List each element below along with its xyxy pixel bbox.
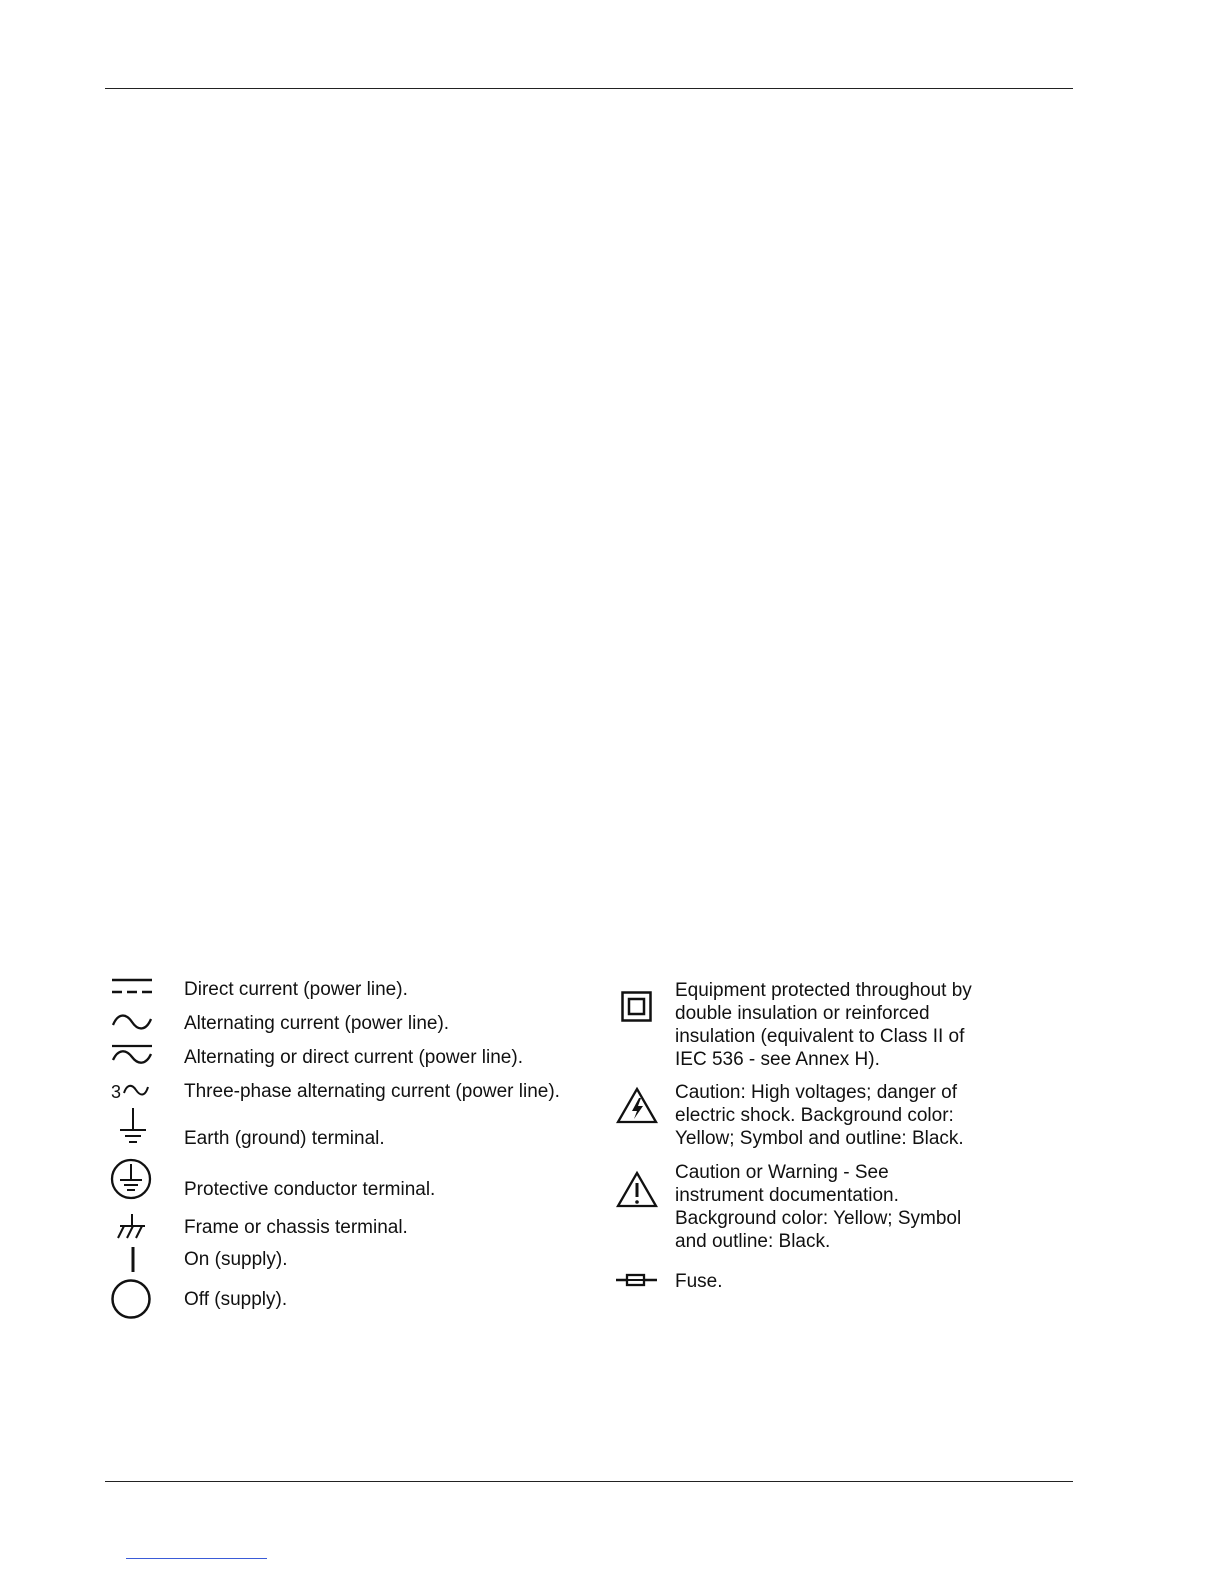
high-voltage-warning-icon bbox=[617, 1087, 659, 1125]
caution-warning-line-3: Background color: Yellow; Symbol bbox=[675, 1208, 962, 1229]
ac-or-dc-icon bbox=[112, 1044, 154, 1066]
direct-current-icon bbox=[112, 978, 154, 996]
double-insulation-line-1: Equipment protected throughout by bbox=[675, 980, 972, 1001]
alternating-current-label: Alternating current (power line). bbox=[184, 1013, 450, 1034]
caution-warning-icon bbox=[617, 1171, 659, 1209]
earth-ground-label: Earth (ground) terminal. bbox=[184, 1128, 385, 1149]
double-insulation-line-3: insulation (equivalent to Class II of bbox=[675, 1026, 965, 1047]
footer-link-underline bbox=[126, 1558, 267, 1559]
high-voltage-line-1: Caution: High voltages; danger of bbox=[675, 1082, 958, 1103]
double-insulation-icon bbox=[621, 991, 653, 1023]
fuse-label: Fuse. bbox=[675, 1271, 723, 1292]
three-phase-label: Three-phase alternating current (power line). bbox=[184, 1081, 560, 1102]
chassis-terminal-icon bbox=[114, 1214, 148, 1240]
high-voltage-line-3: Yellow; Symbol and outline: Black. bbox=[675, 1128, 964, 1149]
protective-conductor-label: Protective conductor terminal. bbox=[184, 1179, 436, 1200]
high-voltage-text bbox=[675, 1081, 964, 1150]
caution-warning-line-4: and outline: Black. bbox=[675, 1231, 831, 1252]
caution-warning-text bbox=[675, 1161, 961, 1253]
high-voltage-line-2: electric shock. Background color: bbox=[675, 1105, 954, 1126]
earth-ground-icon bbox=[118, 1108, 148, 1146]
chassis-terminal-label: Frame or chassis terminal. bbox=[184, 1217, 408, 1238]
double-insulation-text bbox=[675, 979, 972, 1071]
on-supply-icon bbox=[130, 1247, 136, 1273]
on-supply-label: On (supply). bbox=[184, 1249, 288, 1270]
caution-warning-line-2: instrument documentation. bbox=[675, 1185, 899, 1206]
three-phase-icon bbox=[111, 1080, 155, 1104]
direct-current-label: Direct current (power line). bbox=[184, 979, 408, 1000]
ac-or-dc-label: Alternating or direct current (power line). bbox=[184, 1047, 523, 1068]
double-insulation-line-2: double insulation or reinforced bbox=[675, 1003, 930, 1024]
caution-warning-line-1: Caution or Warning - See bbox=[675, 1162, 889, 1183]
alternating-current-icon bbox=[112, 1012, 152, 1032]
header-rule bbox=[105, 88, 1073, 89]
protective-conductor-icon bbox=[110, 1158, 154, 1200]
off-supply-icon bbox=[111, 1279, 153, 1321]
double-insulation-line-4: IEC 536 - see Annex H). bbox=[675, 1049, 880, 1070]
three-phase-digit: 3 bbox=[111, 1082, 122, 1102]
off-supply-label: Off (supply). bbox=[184, 1289, 288, 1310]
fuse-icon bbox=[616, 1273, 658, 1289]
footer-rule bbox=[105, 1481, 1073, 1482]
